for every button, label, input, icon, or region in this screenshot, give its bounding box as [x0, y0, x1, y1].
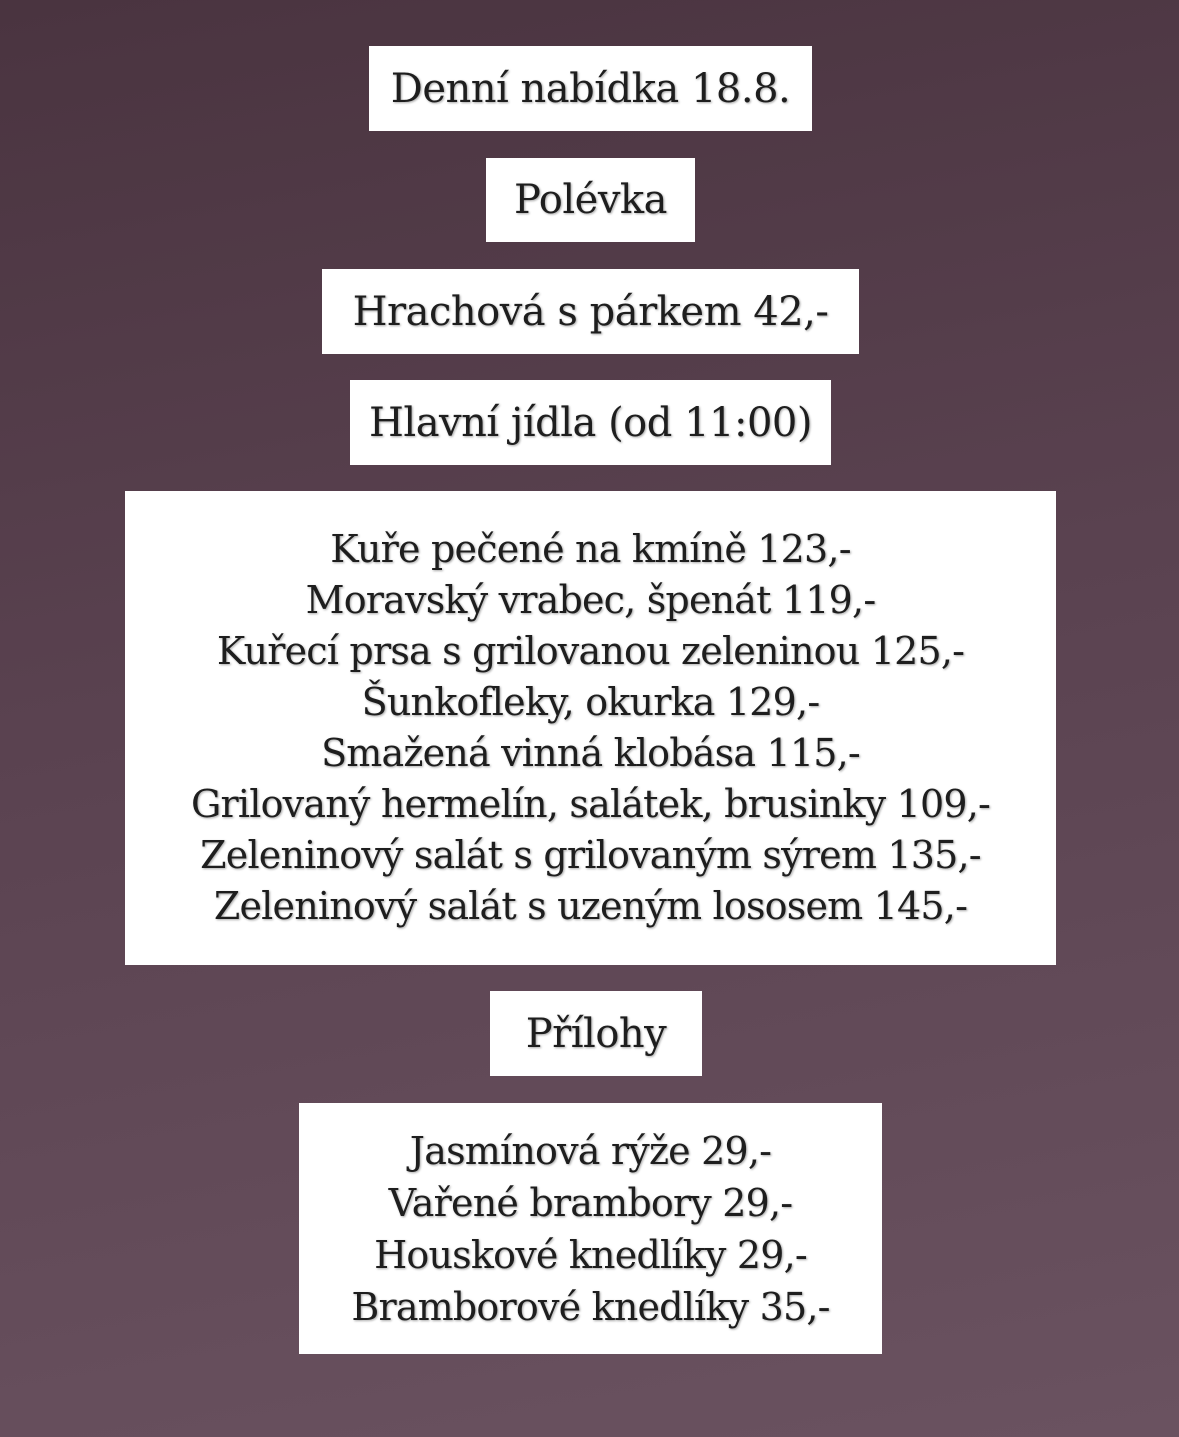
list-item: Kuře pečené na kmíně 123,- [330, 527, 851, 571]
list-item: Smažená vinná klobása 115,- [321, 731, 860, 775]
menu-title-box [369, 46, 812, 131]
list-item: Zeleninový salát s grilovaným sýrem 135,- [200, 833, 981, 877]
list-item: Kuřecí prsa s grilovanou zeleninou 125,- [216, 629, 965, 673]
list-item: Bramborové knedlíky 35,- [351, 1284, 830, 1329]
soup-item-box [322, 269, 859, 354]
menu-title: Denní nabídka 18.8. [390, 65, 791, 112]
soup-item: Hrachová s párkem 42,- [352, 288, 829, 335]
list-item: Moravský vrabec, špenát 119,- [305, 578, 876, 622]
list-item: Grilovaný hermelín, salátek, brusinky 109,- [190, 782, 991, 826]
list-item: Jasmínová rýže 29,- [409, 1128, 772, 1173]
soup-heading: Polévka [513, 177, 668, 223]
sides-list [299, 1103, 882, 1354]
mains-heading-box [350, 380, 831, 465]
list-item: Šunkofleky, okurka 129,- [361, 680, 820, 724]
mains-list [125, 491, 1056, 965]
sides-heading: Přílohy [525, 1010, 667, 1057]
list-item: Vařené brambory 29,- [388, 1180, 793, 1225]
mains-heading: Hlavní jídla (od 11:00) [369, 399, 812, 446]
list-item: Houskové knedlíky 29,- [374, 1232, 807, 1277]
sides-heading-box [490, 991, 702, 1076]
soup-heading-box [486, 158, 695, 242]
list-item: Zeleninový salát s uzeným lososem 145,- [213, 884, 968, 928]
